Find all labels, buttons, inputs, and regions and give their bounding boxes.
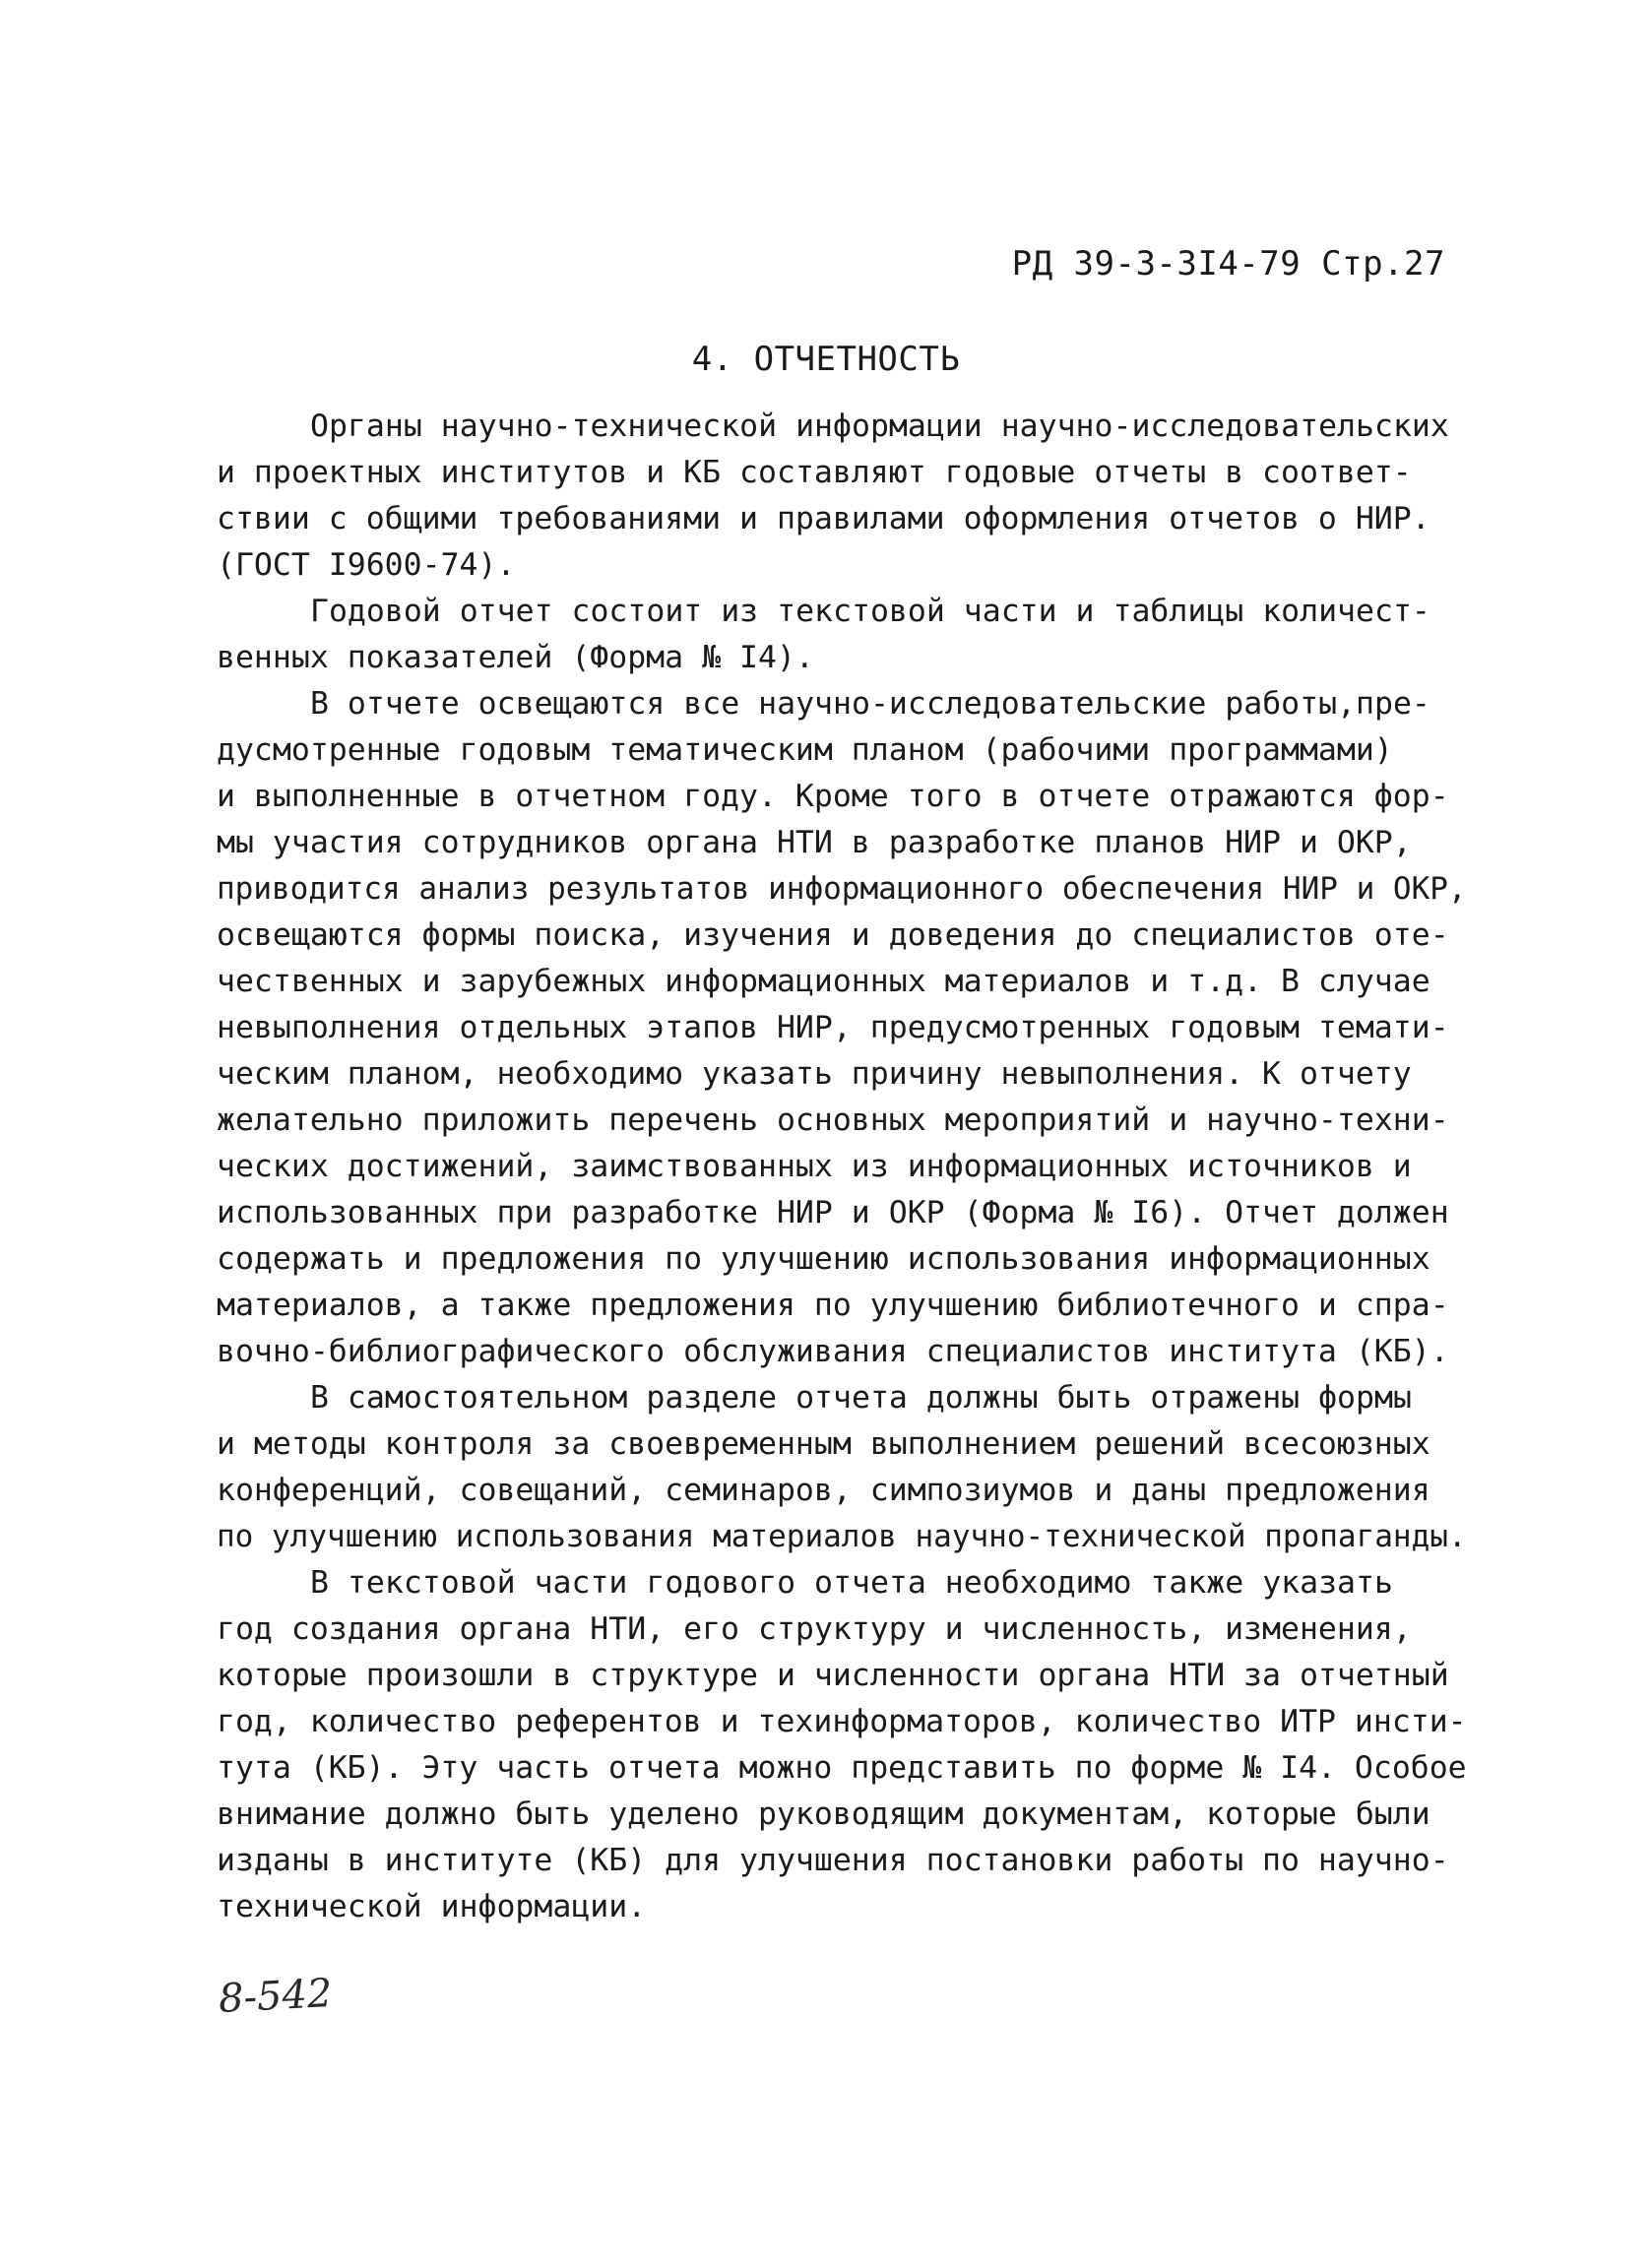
text-line: (ГОСТ I9600-74). [217, 547, 516, 583]
text-line: изданы в институте (КБ) для улучшения постановки работы по научно- [217, 1843, 1449, 1878]
text-line: чественных и зарубежных информационных материалов и т.д. В случае [217, 964, 1430, 999]
text-line: и выполненные в отчетном году. Кроме того в отчете отражаются фор- [217, 779, 1449, 814]
text-line: мы участия сотрудников органа НТИ в разработке планов НИР и ОКР, [217, 825, 1412, 860]
text-line: Годовой отчет состоит из текстовой части и таблицы количест- [310, 594, 1430, 629]
text-line: которые произошли в структуре и численности органа НТИ за отчетный [217, 1658, 1449, 1693]
text-line: год, количество референтов и техинформаторов, количество ИТР инсти- [217, 1704, 1467, 1739]
text-line: год создания органа НТИ, его структуру и численность, изменения, [217, 1611, 1412, 1647]
text-line: В отчете освещаются все научно-исследовательские работы,пре- [310, 686, 1430, 722]
text-line: конференций, совещаний, семинаров, симпозиумов и даны предложения [217, 1473, 1430, 1508]
text-line: и проектных институтов и КБ составляют годовые отчеты в соответ- [217, 455, 1412, 490]
text-line: по улучшению использования материалов научно-технической пропаганды. [217, 1519, 1467, 1554]
text-line: освещаются формы поиска, изучения и доведения до специалистов оте- [217, 917, 1449, 953]
text-line: В самостоятельном разделе отчета должны быть отражены формы [310, 1380, 1412, 1416]
text-line: материалов, а также предложения по улучшению библиотечного и спра- [217, 1288, 1449, 1323]
text-line: вочно-библиографического обслуживания специалистов института (КБ). [217, 1334, 1449, 1369]
text-line: ческих достижений, заимствованных из информационных источников и [217, 1149, 1412, 1184]
body-text [217, 404, 1467, 1930]
document-code-header: РД 39-3-3I4-79 Стр.27 [1011, 244, 1445, 284]
text-line: венных показателей (Форма № I4). [217, 640, 814, 675]
text-line: ческим планом, необходимо указать причину невыполнения. К отчету [217, 1056, 1412, 1092]
handwritten-note: 8-542 [217, 1971, 334, 2022]
text-line: использованных при разработке НИР и ОКР (Форма № I6). Отчет должен [217, 1195, 1449, 1230]
text-line: содержать и предложения по улучшению использования информационных [217, 1241, 1430, 1277]
text-line: ствии с общими требованиями и правилами оформления отчетов о НИР. [217, 501, 1430, 536]
text-line: технической информации. [217, 1889, 647, 1924]
text-line: желательно приложить перечень основных мероприятий и научно-техни- [217, 1102, 1449, 1138]
text-line: тута (КБ). Эту часть отчета можно представить по форме № I4. Особое [217, 1750, 1467, 1786]
text-line: внимание должно быть уделено руководящим документам, которые были [217, 1796, 1430, 1832]
text-line: невыполнения отдельных этапов НИР, предусмотренных годовым темати- [217, 1010, 1449, 1045]
text-line: приводится анализ результатов информационного обеспечения НИР и ОКР, [217, 871, 1467, 907]
section-title: 4. ОТЧЕТНОСТЬ [691, 340, 961, 379]
text-line: В текстовой части годового отчета необходимо также указать [310, 1565, 1393, 1601]
text-line: Органы научно-технической информации научно-исследовательских [310, 409, 1449, 444]
text-line: и методы контроля за своевременным выполнением решений всесоюзных [217, 1426, 1430, 1462]
text-line: дусмотренные годовым тематическим планом (рабочими программами) [217, 732, 1393, 768]
